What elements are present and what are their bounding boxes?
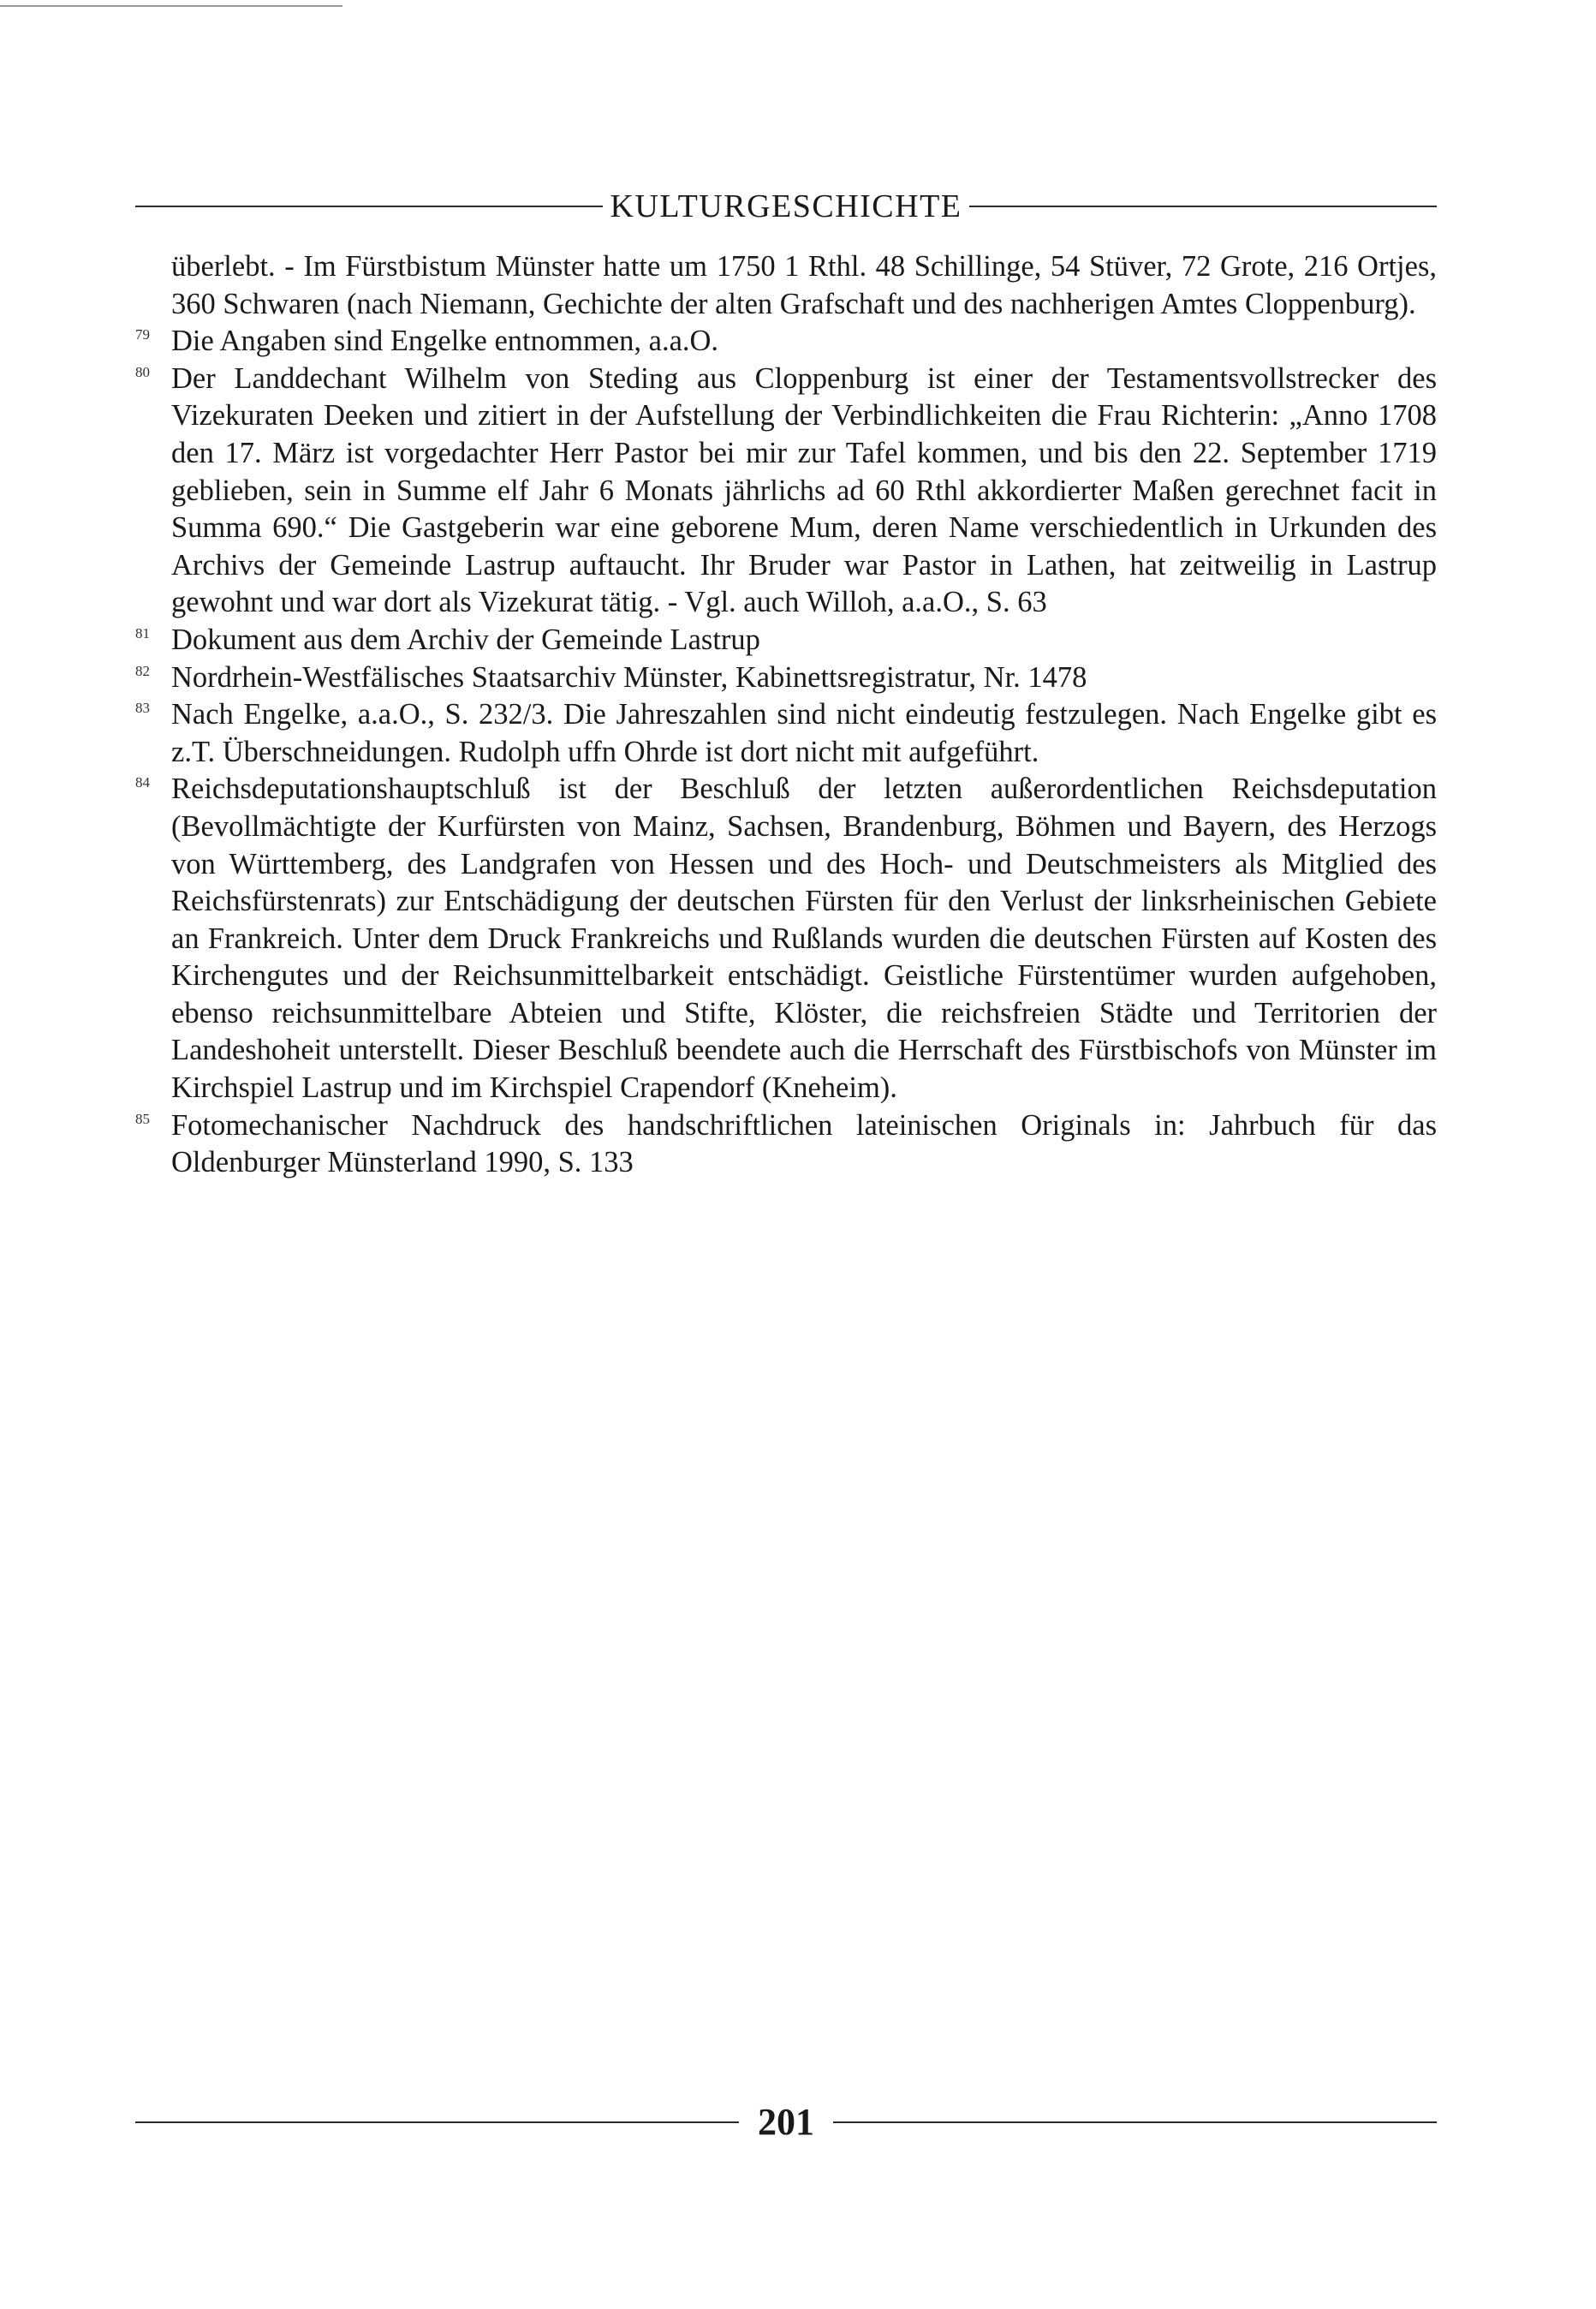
footnote-81 <box>135 622 1437 659</box>
footnote-79 <box>135 323 1437 361</box>
top-left-scan-edge-rule <box>0 5 342 7</box>
page-number: 201 <box>758 2101 814 2143</box>
footnote-text: Dokument aus dem Archiv der Gemeinde Lastrup <box>171 623 760 656</box>
running-header <box>135 185 1437 228</box>
footnotes-block <box>135 248 1437 1182</box>
footnote-text: Fotomechanischer Nachdruck des handschriftlichen lateinischen Originals in: Jahrbuch für das Oldenburger Münsterland 1990, S. 133 <box>171 1108 1437 1179</box>
footnote-text: Der Landdechant Wilhelm von Steding aus Cloppenburg ist einer der Testamentsvollstrecker des Vizekuraten Deeken und zitiert in der Aufstellung der Verbindlichkeiten die Frau Richterin: „Anno 1708 den 17. März ist vorgedachter Herr Pastor bei mir zur Tafel kommen, und bis den 22. September 1719 geblieben, sein in Summe elf Jahr 6 Monats jährlichs ad 60 Rthl akkordierter Maßen gerechnet facit in Summa 690.“ Die Gastgeberin war eine geborene Mum, deren Name verschiedentlich in Urkunden des Archivs der Gemeinde Lastrup auftaucht. Ihr Bruder war Pastor in Lathen, hat zeitweilig in Lastrup gewohnt und war dort als Vizekurat tätig. - Vgl. auch Willoh, a.a.O., S. 63 <box>171 361 1437 619</box>
footnote-text: Nordrhein-Westfälisches Staatsarchiv Münster, Kabinettsregistratur, Nr. 1478 <box>171 660 1087 694</box>
footnote-80 <box>135 361 1437 622</box>
footnote-84 <box>135 771 1437 1107</box>
footnote-83 <box>135 696 1437 771</box>
header-rule-right <box>969 206 1437 207</box>
page-footer <box>135 2097 1437 2148</box>
footnote-number: 85 <box>135 1110 150 1127</box>
footnote-number: 84 <box>135 774 150 791</box>
footnote-number: 82 <box>135 662 150 679</box>
footnote-text: Die Angaben sind Engelke entnommen, a.a.O. <box>171 325 719 358</box>
footnote-85 <box>135 1107 1437 1182</box>
footnote-text: Nach Engelke, a.a.O., S. 232/3. Die Jahreszahlen sind nicht eindeutig festzulegen. Nach Engelke gibt es z.T. Überschneidungen. Rudolph uffn Ohrde ist dort nicht mit aufgeführt. <box>171 698 1437 768</box>
footer-rule-left <box>135 2121 739 2123</box>
footnote-82 <box>135 659 1437 697</box>
section-title: KULTURGESCHICHTE <box>610 188 962 224</box>
header-rule-left <box>135 206 603 207</box>
footer-rule-right <box>833 2121 1437 2123</box>
footnote-number: 83 <box>135 700 150 717</box>
footnote-text: Reichsdeputationshauptschluß ist der Beschluß der letzten außerordentlichen Reichsdeputation (Bevollmächtigte der Kurfürsten von Mainz, Sachsen, Brandenburg, Böhmen und Bayern, des Herzogs von Württemberg, des Landgrafen von Hessen und des Hoch- und Deutschmeisters als Mitglied des Reichsfürstenrats) zur Entschädigung der deutschen Fürsten für den Verlust der linksrheinischen Gebiete an Frankreich. Unter dem Druck Frankreichs und Rußlands wurden die deutschen Fürsten auf Kosten des Kirchengutes und der Reichsunmittelbarkeit entschädigt. Geistliche Fürstentümer wurden aufgehoben, ebenso reichsunmittelbare Abteien und Stifte, Klöster, die reichsfreien Städte und Territorien der Landeshoheit unterstellt. Dieser Beschluß beendete auch die Herrschaft des Fürstbischofs von Münster im Kirchspiel Lastrup und im Kirchspiel Crapendorf (Kneheim). <box>171 773 1437 1105</box>
footnote-number: 81 <box>135 624 150 641</box>
footnote-number: 80 <box>135 363 150 380</box>
footnote-number: 79 <box>135 326 150 343</box>
footnote-continuation <box>135 248 1437 323</box>
footnote-text: überlebt. - Im Fürstbistum Münster hatte um 1750 1 Rthl. 48 Schillinge, 54 Stüver, 72 Grote, 216 Ortjes, 360 Schwaren (nach Niemann, Gechichte der alten Grafschaft und des nachherigen Amtes Cloppenburg). <box>171 250 1437 320</box>
